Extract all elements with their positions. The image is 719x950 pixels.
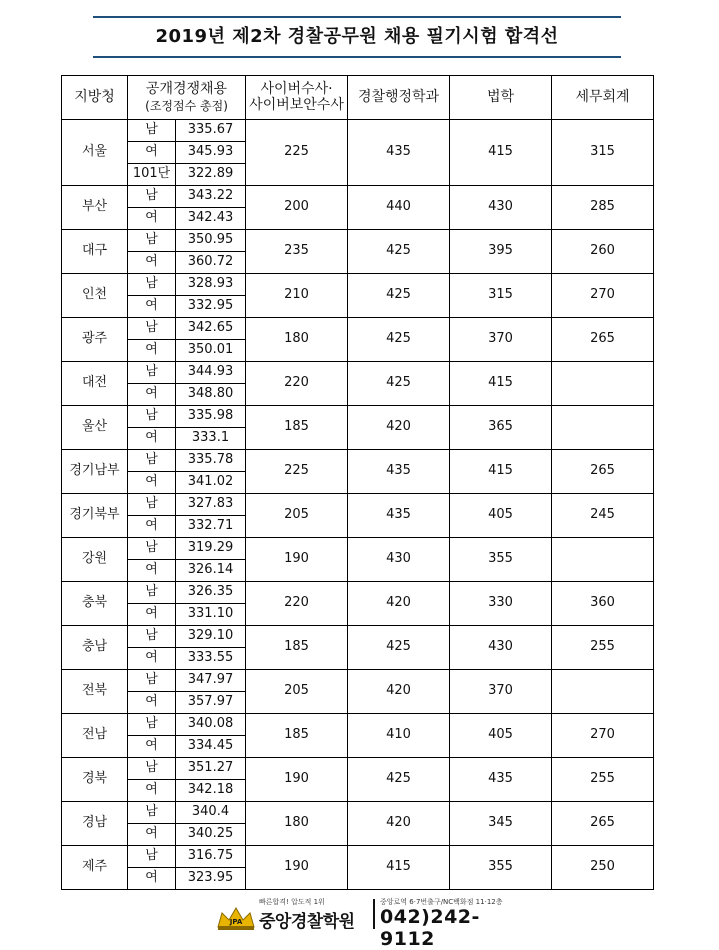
gender-cell: 남	[128, 582, 176, 604]
admin-cell: 425	[348, 362, 450, 406]
admin-cell: 420	[348, 582, 450, 626]
tax-cell: 265	[552, 802, 654, 846]
cyber-cell: 200	[246, 186, 348, 230]
law-cell: 370	[450, 670, 552, 714]
cyber-cell: 210	[246, 274, 348, 318]
cyber-cell: 205	[246, 494, 348, 538]
score-cell: 329.10	[176, 626, 246, 648]
cyber-cell: 220	[246, 362, 348, 406]
cyber-cell: 180	[246, 318, 348, 362]
score-cell: 332.71	[176, 516, 246, 538]
table-row	[62, 318, 654, 340]
score-cell: 326.14	[176, 560, 246, 582]
tax-cell	[552, 670, 654, 714]
table-row	[62, 450, 654, 472]
admin-cell: 420	[348, 406, 450, 450]
gender-cell: 여	[128, 472, 176, 494]
score-cell: 323.95	[176, 868, 246, 890]
score-cell: 326.35	[176, 582, 246, 604]
admin-cell: 425	[348, 230, 450, 274]
footer-address: 중앙로역 6·7번출구/NC백화점 11·12층	[380, 898, 503, 906]
region-cell: 인천	[62, 274, 128, 318]
score-cell: 341.02	[176, 472, 246, 494]
law-cell: 430	[450, 186, 552, 230]
score-cell: 342.65	[176, 318, 246, 340]
gender-cell: 여	[128, 692, 176, 714]
table-row	[62, 186, 654, 208]
gender-cell: 여	[128, 340, 176, 362]
tax-cell: 265	[552, 450, 654, 494]
law-cell: 355	[450, 538, 552, 582]
gender-cell: 남	[128, 120, 176, 142]
gender-cell: 여	[128, 516, 176, 538]
region-cell: 경기북부	[62, 494, 128, 538]
law-cell: 430	[450, 626, 552, 670]
score-cell: 316.75	[176, 846, 246, 868]
score-cell: 350.01	[176, 340, 246, 362]
gender-cell: 여	[128, 142, 176, 164]
cyber-cell: 220	[246, 582, 348, 626]
region-cell: 제주	[62, 846, 128, 890]
region-cell: 광주	[62, 318, 128, 362]
footer-slogan: 빠른합격! 압도적 1위	[259, 898, 325, 906]
table-row	[62, 362, 654, 384]
tax-cell: 255	[552, 758, 654, 802]
score-cell: 334.45	[176, 736, 246, 758]
admin-cell: 415	[348, 846, 450, 890]
cyber-cell: 185	[246, 406, 348, 450]
region-cell: 강원	[62, 538, 128, 582]
region-cell: 경기남부	[62, 450, 128, 494]
admin-cell: 425	[348, 318, 450, 362]
table-row	[62, 758, 654, 780]
gender-cell: 여	[128, 384, 176, 406]
footer-divider	[373, 899, 375, 929]
tax-cell: 285	[552, 186, 654, 230]
admin-cell: 435	[348, 450, 450, 494]
admin-cell: 435	[348, 494, 450, 538]
gender-cell: 남	[128, 670, 176, 692]
gender-cell: 101단	[128, 164, 176, 186]
cyber-cell: 185	[246, 626, 348, 670]
page-title: 2019년 제2차 경찰공무원 채용 필기시험 합격선	[155, 26, 559, 47]
header-cyber: 사이버수사· 사이버보안수사	[246, 76, 348, 120]
score-cell: 345.93	[176, 142, 246, 164]
score-cell: 351.27	[176, 758, 246, 780]
gender-cell: 남	[128, 714, 176, 736]
tax-cell	[552, 406, 654, 450]
admin-cell: 420	[348, 802, 450, 846]
tax-cell: 270	[552, 714, 654, 758]
score-cell: 357.97	[176, 692, 246, 714]
score-cell: 343.22	[176, 186, 246, 208]
region-cell: 경북	[62, 758, 128, 802]
score-cell: 350.95	[176, 230, 246, 252]
results-body	[62, 120, 654, 890]
table-row	[62, 120, 654, 142]
cyber-cell: 185	[246, 714, 348, 758]
law-cell: 405	[450, 494, 552, 538]
header-row	[62, 76, 654, 120]
footer	[213, 893, 523, 950]
cyber-cell: 205	[246, 670, 348, 714]
law-cell: 370	[450, 318, 552, 362]
tax-cell: 255	[552, 626, 654, 670]
score-cell: 360.72	[176, 252, 246, 274]
gender-cell: 남	[128, 230, 176, 252]
academy-name: 중앙경찰학원	[259, 912, 355, 932]
footer-phone[interactable]: 042)242-9112	[380, 906, 480, 950]
tax-cell: 265	[552, 318, 654, 362]
cyber-cell: 190	[246, 538, 348, 582]
svg-text:JPA: JPA	[229, 918, 243, 926]
gender-cell: 남	[128, 846, 176, 868]
table-row	[62, 230, 654, 252]
region-cell: 경남	[62, 802, 128, 846]
score-cell: 335.67	[176, 120, 246, 142]
region-cell: 전북	[62, 670, 128, 714]
score-cell: 340.08	[176, 714, 246, 736]
gender-cell: 남	[128, 538, 176, 560]
gender-cell: 여	[128, 868, 176, 890]
cyber-cell: 235	[246, 230, 348, 274]
score-cell: 340.4	[176, 802, 246, 824]
tax-cell	[552, 538, 654, 582]
tax-cell: 245	[552, 494, 654, 538]
gender-cell: 남	[128, 802, 176, 824]
admin-cell: 435	[348, 120, 450, 186]
gender-cell: 여	[128, 252, 176, 274]
score-cell: 335.98	[176, 406, 246, 428]
gender-cell: 여	[128, 824, 176, 846]
score-cell: 333.1	[176, 428, 246, 450]
cyber-cell: 180	[246, 802, 348, 846]
admin-cell: 430	[348, 538, 450, 582]
region-cell: 울산	[62, 406, 128, 450]
law-cell: 315	[450, 274, 552, 318]
score-cell: 340.25	[176, 824, 246, 846]
gender-cell: 여	[128, 604, 176, 626]
header-law: 법학	[450, 76, 552, 120]
region-cell: 충남	[62, 626, 128, 670]
header-tax: 세무회계	[552, 76, 654, 120]
header-general: 공개경쟁채용 (조정점수 총점)	[128, 76, 246, 120]
law-cell: 415	[450, 362, 552, 406]
admin-cell: 410	[348, 714, 450, 758]
table-row	[62, 274, 654, 296]
academy-logo-icon	[216, 905, 256, 931]
law-cell: 415	[450, 120, 552, 186]
cyber-cell: 190	[246, 846, 348, 890]
table-row	[62, 538, 654, 560]
gender-cell: 남	[128, 406, 176, 428]
law-cell: 415	[450, 450, 552, 494]
admin-cell: 425	[348, 274, 450, 318]
score-cell: 319.29	[176, 538, 246, 560]
region-cell: 전남	[62, 714, 128, 758]
score-cell: 327.83	[176, 494, 246, 516]
table-row	[62, 626, 654, 648]
tax-cell	[552, 362, 654, 406]
gender-cell: 여	[128, 296, 176, 318]
gender-cell: 여	[128, 648, 176, 670]
title-bar	[93, 16, 621, 58]
admin-cell: 425	[348, 758, 450, 802]
table-row	[62, 494, 654, 516]
law-cell: 435	[450, 758, 552, 802]
score-cell: 347.97	[176, 670, 246, 692]
tax-cell: 260	[552, 230, 654, 274]
gender-cell: 남	[128, 318, 176, 340]
score-cell: 322.89	[176, 164, 246, 186]
gender-cell: 남	[128, 186, 176, 208]
table-row	[62, 670, 654, 692]
cyber-cell: 225	[246, 120, 348, 186]
gender-cell: 남	[128, 758, 176, 780]
gender-cell: 남	[128, 450, 176, 472]
score-cell: 335.78	[176, 450, 246, 472]
tax-cell: 360	[552, 582, 654, 626]
header-admin: 경찰행정학과	[348, 76, 450, 120]
gender-cell: 남	[128, 494, 176, 516]
table-row	[62, 846, 654, 868]
tax-cell: 250	[552, 846, 654, 890]
region-cell: 대구	[62, 230, 128, 274]
law-cell: 395	[450, 230, 552, 274]
admin-cell: 425	[348, 626, 450, 670]
score-cell: 328.93	[176, 274, 246, 296]
cyber-cell: 190	[246, 758, 348, 802]
score-cell: 331.10	[176, 604, 246, 626]
score-cell: 344.93	[176, 362, 246, 384]
score-cell: 342.18	[176, 780, 246, 802]
score-cell: 348.80	[176, 384, 246, 406]
gender-cell: 여	[128, 208, 176, 230]
admin-cell: 440	[348, 186, 450, 230]
table-row	[62, 802, 654, 824]
region-cell: 대전	[62, 362, 128, 406]
gender-cell: 남	[128, 362, 176, 384]
law-cell: 330	[450, 582, 552, 626]
gender-cell: 여	[128, 736, 176, 758]
law-cell: 365	[450, 406, 552, 450]
gender-cell: 여	[128, 428, 176, 450]
gender-cell: 여	[128, 780, 176, 802]
law-cell: 345	[450, 802, 552, 846]
cyber-cell: 225	[246, 450, 348, 494]
gender-cell: 남	[128, 626, 176, 648]
header-region: 지방청	[62, 76, 128, 120]
gender-cell: 여	[128, 560, 176, 582]
gender-cell: 남	[128, 274, 176, 296]
law-cell: 355	[450, 846, 552, 890]
results-table	[61, 75, 654, 890]
table-row	[62, 582, 654, 604]
score-cell: 333.55	[176, 648, 246, 670]
admin-cell: 420	[348, 670, 450, 714]
region-cell: 충북	[62, 582, 128, 626]
table-row	[62, 714, 654, 736]
score-cell: 342.43	[176, 208, 246, 230]
score-cell: 332.95	[176, 296, 246, 318]
law-cell: 405	[450, 714, 552, 758]
table-row	[62, 406, 654, 428]
region-cell: 부산	[62, 186, 128, 230]
tax-cell: 270	[552, 274, 654, 318]
region-cell: 서울	[62, 120, 128, 186]
tax-cell: 315	[552, 120, 654, 186]
